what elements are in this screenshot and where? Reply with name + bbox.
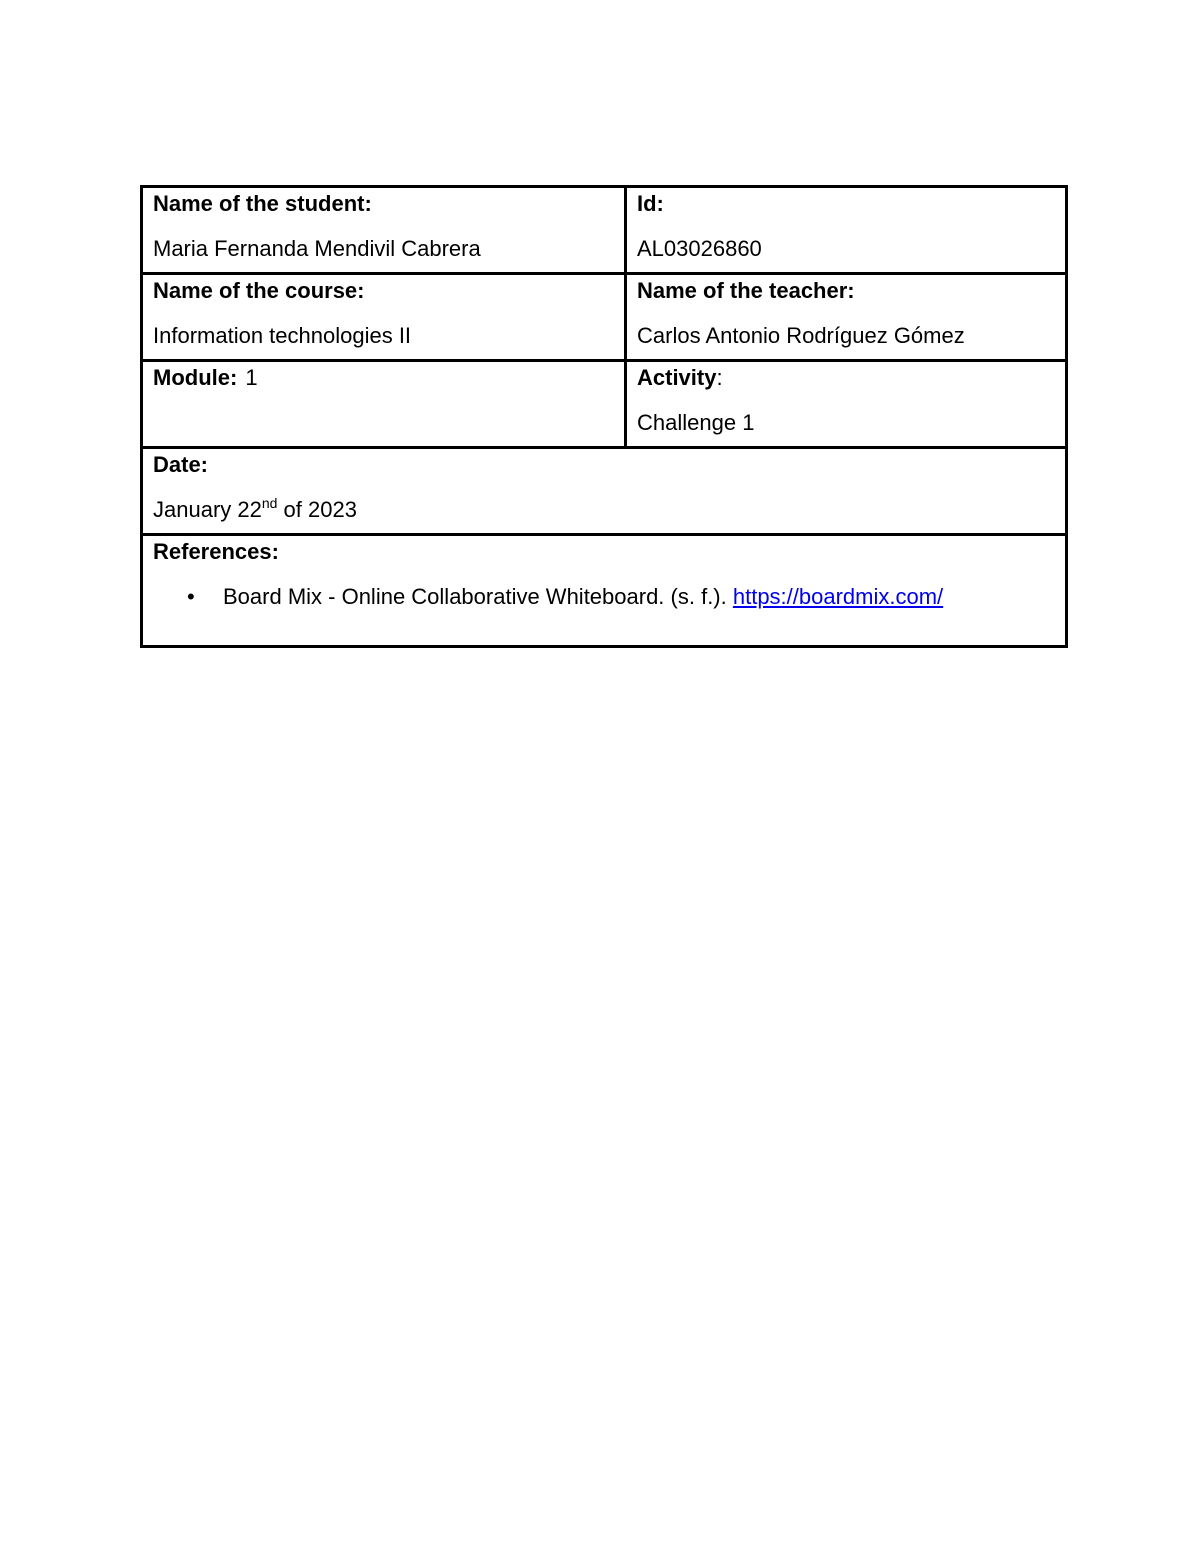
- bullet-icon: •: [187, 584, 195, 609]
- module-label: Module:: [153, 365, 238, 390]
- references-cell: [142, 535, 1067, 647]
- student-label: Name of the student:: [153, 191, 372, 216]
- reference-link[interactable]: https://boardmix.com/: [732, 584, 944, 609]
- activity-colon: :: [716, 365, 723, 390]
- date-value-year: of 2023: [277, 497, 357, 522]
- table-row: [142, 535, 1067, 647]
- id-value: AL03026860: [637, 236, 762, 261]
- table-row: [142, 274, 1067, 361]
- student-value: Maria Fernanda Mendivil Cabrera: [153, 236, 481, 261]
- id-label: Id:: [637, 191, 664, 216]
- date-value-ordinal: nd: [261, 495, 278, 511]
- references-label: References:: [153, 539, 279, 564]
- id-cell: [626, 187, 1067, 274]
- references-list: [153, 584, 1055, 610]
- teacher-label: Name of the teacher:: [637, 278, 855, 303]
- activity-label: Activity: [637, 365, 717, 390]
- cover-info-table: [140, 185, 1068, 648]
- teacher-cell: [626, 274, 1067, 361]
- teacher-value: Carlos Antonio Rodríguez Gómez: [637, 323, 965, 348]
- student-cell: [142, 187, 626, 274]
- list-item: [187, 584, 1055, 610]
- module-line: [153, 365, 614, 391]
- module-cell: [142, 361, 626, 448]
- date-cell: [142, 448, 1067, 535]
- course-label: Name of the course:: [153, 278, 365, 303]
- table-row: [142, 448, 1067, 535]
- date-value-main: January 22: [153, 497, 262, 522]
- module-value: 1: [245, 365, 258, 390]
- date-value: [153, 497, 1055, 523]
- activity-line: [637, 365, 1055, 391]
- activity-cell: [626, 361, 1067, 448]
- course-cell: [142, 274, 626, 361]
- activity-value: Challenge 1: [637, 410, 755, 435]
- table-row: [142, 361, 1067, 448]
- reference-text: Board Mix - Online Collaborative Whiteboard. (s. f.).: [223, 584, 733, 609]
- course-value: Information technologies II: [153, 323, 412, 348]
- table-row: [142, 187, 1067, 274]
- date-label: Date:: [153, 452, 209, 477]
